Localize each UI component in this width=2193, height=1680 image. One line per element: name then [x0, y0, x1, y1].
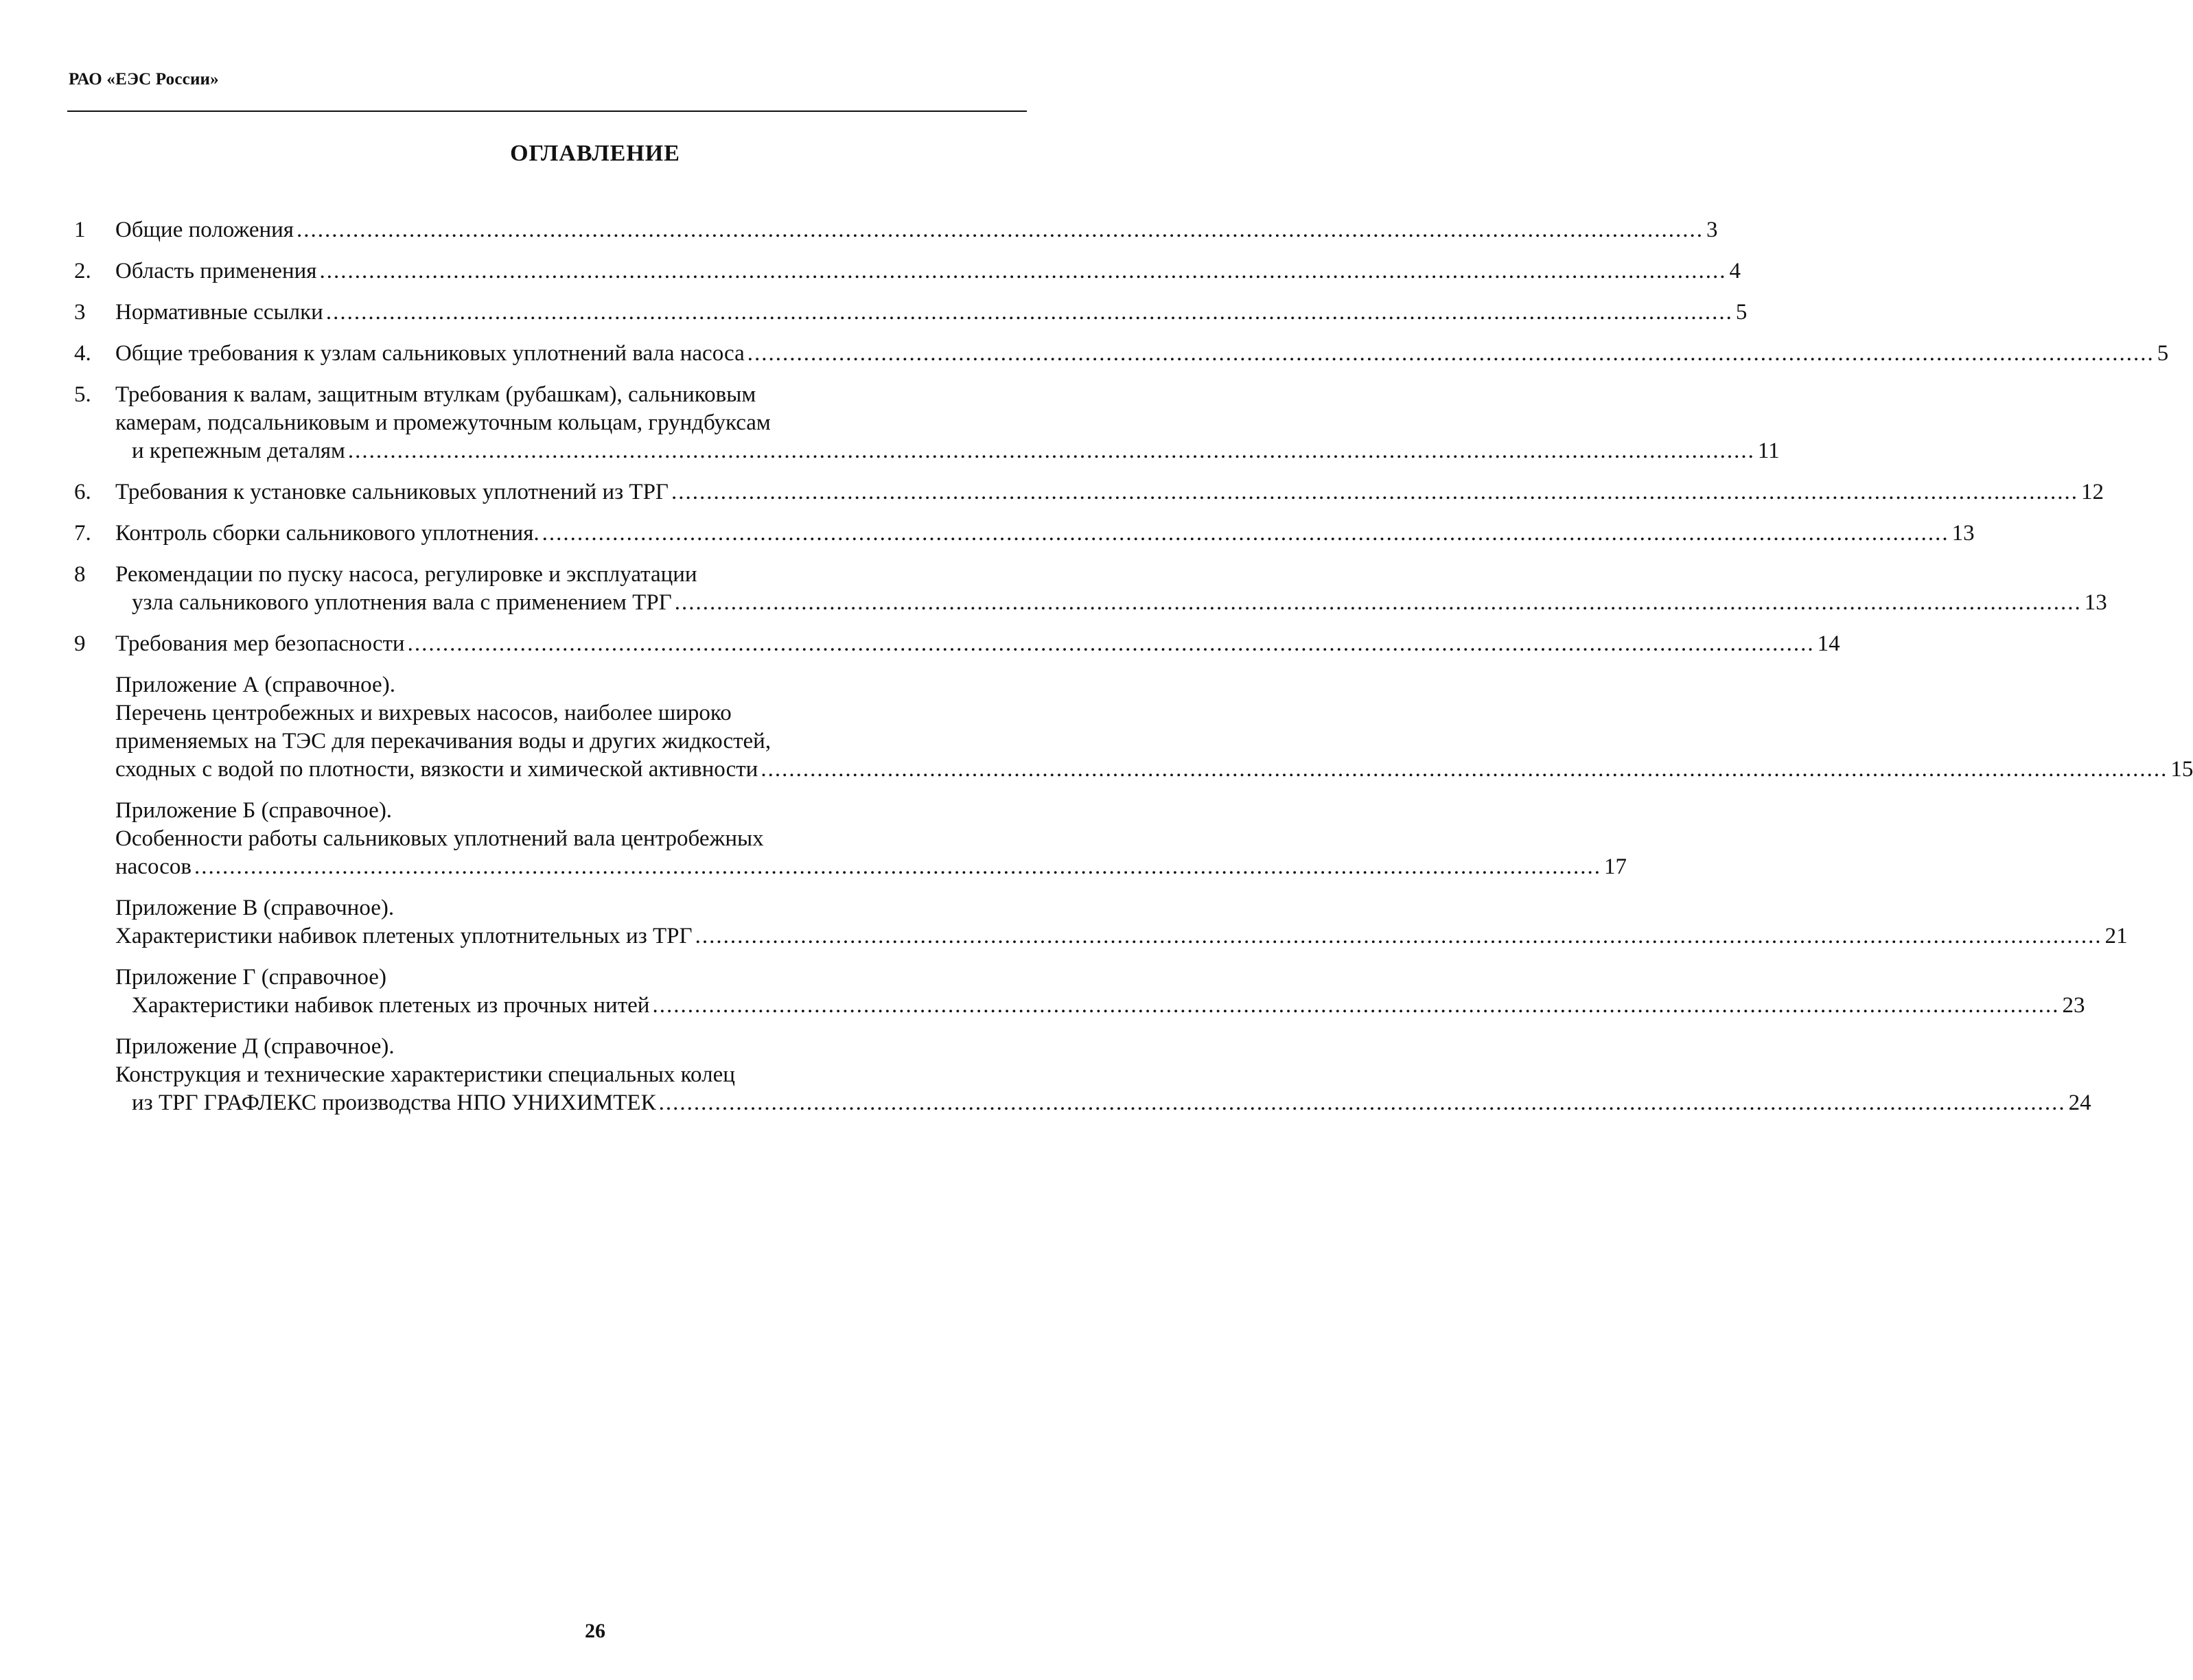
toc-page-number: 24: [2068, 1090, 2091, 1115]
toc-entry-text: насосов: [115, 854, 192, 879]
toc-leader-dots: ........................................................................................................................................................................................................: [194, 854, 1602, 879]
toc-entry-text: из ТРГ ГРАФЛЕКС производства НПО УНИХИМТЕК: [132, 1090, 656, 1115]
toc-leader-dots: ........................................................................................................................................................................................................: [747, 341, 2155, 366]
toc-entry-line: Приложение Б (справочное).: [115, 798, 393, 823]
toc-entry-number: 4.: [74, 341, 91, 366]
toc-leader-dots: ........................................................................................................................................................................................................: [325, 300, 1733, 325]
toc-entry-title: [115, 756, 2193, 784]
toc-entry-number: 3: [74, 300, 86, 325]
toc-entry: [74, 381, 1780, 465]
header-rule: [67, 110, 1027, 112]
toc-entry-line: Требования к валам, защитным втулкам (рубашкам), сальниковым: [115, 382, 756, 407]
toc-entry-text: Область применения: [115, 259, 317, 283]
toc-page-number: 17: [1604, 854, 1627, 879]
toc-leader-dots: ........................................................................................................................................................................................................: [347, 439, 1755, 463]
toc-leader-dots: ........................................................................................................................................................................................................: [319, 259, 1727, 283]
toc-entry-number: 9: [74, 631, 86, 656]
toc-entry-text: узла сальникового уплотнения вала с применением ТРГ: [132, 590, 672, 615]
toc-entry-text: Контроль сборки сальникового уплотнения.: [115, 521, 539, 546]
toc-entry: [74, 299, 1748, 327]
page-title: ОГЛАВЛЕНИЕ: [510, 141, 680, 166]
toc-entry-text: сходных с водой по плотности, вязкости и химической активности: [115, 757, 758, 782]
toc-entry: [74, 561, 2107, 617]
toc-entry-number: 7.: [74, 521, 91, 546]
toc-entry-line: Перечень центробежных и вихревых насосов, наиболее широко: [115, 701, 732, 725]
toc-leader-dots: ........................................................................................................................................................................................................: [761, 757, 2168, 782]
toc-page-number: 23: [2062, 993, 2085, 1018]
toc-entry-number: 1: [74, 218, 86, 242]
toc-page-number: 21: [2104, 924, 2128, 948]
toc-leader-dots: ........................................................................................................................................................................................................: [542, 521, 1949, 546]
toc-entry-title: [115, 216, 1718, 244]
toc-entry-line: камерам, подсальниковым и промежуточным кольцам, грундбуксам: [115, 410, 771, 435]
toc-entry: [74, 797, 1627, 881]
toc-page-number: 12: [2081, 480, 2104, 504]
toc-page-number: 11: [1757, 439, 1780, 463]
toc-entry-title: [115, 992, 2085, 1020]
toc-entry-title: [115, 299, 1748, 327]
toc-entry: [74, 520, 1975, 548]
toc-entry-title: [115, 922, 2128, 950]
toc-leader-dots: ........................................................................................................................................................................................................: [652, 993, 2060, 1018]
toc-entry-text: Характеристики набивок плетеных уплотнительных из ТРГ: [115, 924, 693, 948]
toc-entry-number: 5.: [74, 382, 91, 407]
toc-entry: [74, 478, 2104, 506]
toc-entry-number: 2.: [74, 259, 91, 283]
toc-entry-line: Конструкция и технические характеристики специальных колец: [115, 1062, 735, 1087]
toc-page-number: 13: [2084, 590, 2107, 615]
toc-entry-title: [115, 478, 2104, 506]
toc-entry-title: [115, 630, 1840, 658]
toc-leader-dots: ........................................................................................................................................................................................................: [407, 631, 1815, 656]
toc-entry-line: Рекомендации по пуску насоса, регулировке и эксплуатации: [115, 562, 697, 587]
toc-entry-line: Особенности работы сальниковых уплотнений вала центробежных: [115, 826, 764, 851]
toc-leader-dots: ........................................................................................................................................................................................................: [658, 1090, 2066, 1115]
organization-header: РАО «ЕЭС России»: [69, 70, 219, 89]
toc-page-number: 5: [2157, 341, 2169, 366]
toc-leader-dots: ........................................................................................................................................................................................................: [674, 590, 2082, 615]
toc-entry-line: Приложение Г (справочное): [115, 965, 386, 990]
toc-entry: [74, 257, 1741, 285]
toc-page-number: 5: [1735, 300, 1748, 325]
toc-entry-title: [115, 520, 1975, 548]
toc-entry-text: Общие требования к узлам сальниковых уплотнений вала насоса: [115, 341, 745, 366]
toc-entry-number: 6.: [74, 480, 91, 504]
page-number: 26: [585, 1620, 605, 1642]
toc-entry-title: [115, 257, 1741, 285]
toc-page-number: 3: [1706, 218, 1718, 242]
toc-entry-text: Общие положения: [115, 218, 294, 242]
toc-entry-title: [115, 853, 1627, 881]
toc-entry: [74, 630, 1840, 658]
toc-page-number: 4: [1729, 259, 1741, 283]
toc-entry: [74, 671, 2193, 784]
toc-entry-text: и крепежным деталям: [132, 439, 345, 463]
toc-entry-line: Приложение А (справочное).: [115, 673, 395, 697]
toc-page-number: 14: [1817, 631, 1840, 656]
toc-page-number: 13: [1951, 521, 1975, 546]
toc-entry: [74, 964, 2085, 1020]
toc-entry-line: Приложение Д (справочное).: [115, 1034, 395, 1059]
toc-entry-text: Характеристики набивок плетеных из прочных нитей: [132, 993, 650, 1018]
toc-entry: [74, 216, 1718, 244]
toc-entry-text: Требования к установке сальниковых уплотнений из ТРГ: [115, 480, 669, 504]
toc-entry-line: Приложение В (справочное).: [115, 896, 395, 920]
toc-entry-title: [115, 437, 1780, 465]
toc-entry-title: [115, 1089, 2091, 1117]
toc-entry-number: 8: [74, 562, 86, 587]
toc-entry-title: [115, 340, 2169, 368]
toc-entry-title: [115, 589, 2107, 617]
toc-leader-dots: ........................................................................................................................................................................................................: [296, 218, 1704, 242]
toc-entry-line: применяемых на ТЭС для перекачивания воды и других жидкостей,: [115, 729, 771, 754]
toc-leader-dots: ........................................................................................................................................................................................................: [695, 924, 2102, 948]
toc-leader-dots: ........................................................................................................................................................................................................: [671, 480, 2079, 504]
toc-entry: [74, 894, 2128, 950]
toc-entry: [74, 340, 2169, 368]
toc-entry: [74, 1033, 2091, 1117]
toc-entry-text: Требования мер безопасности: [115, 631, 405, 656]
table-of-contents: [74, 216, 2193, 1130]
toc-entry-text: Нормативные ссылки: [115, 300, 323, 325]
toc-page-number: 15: [2170, 757, 2193, 782]
